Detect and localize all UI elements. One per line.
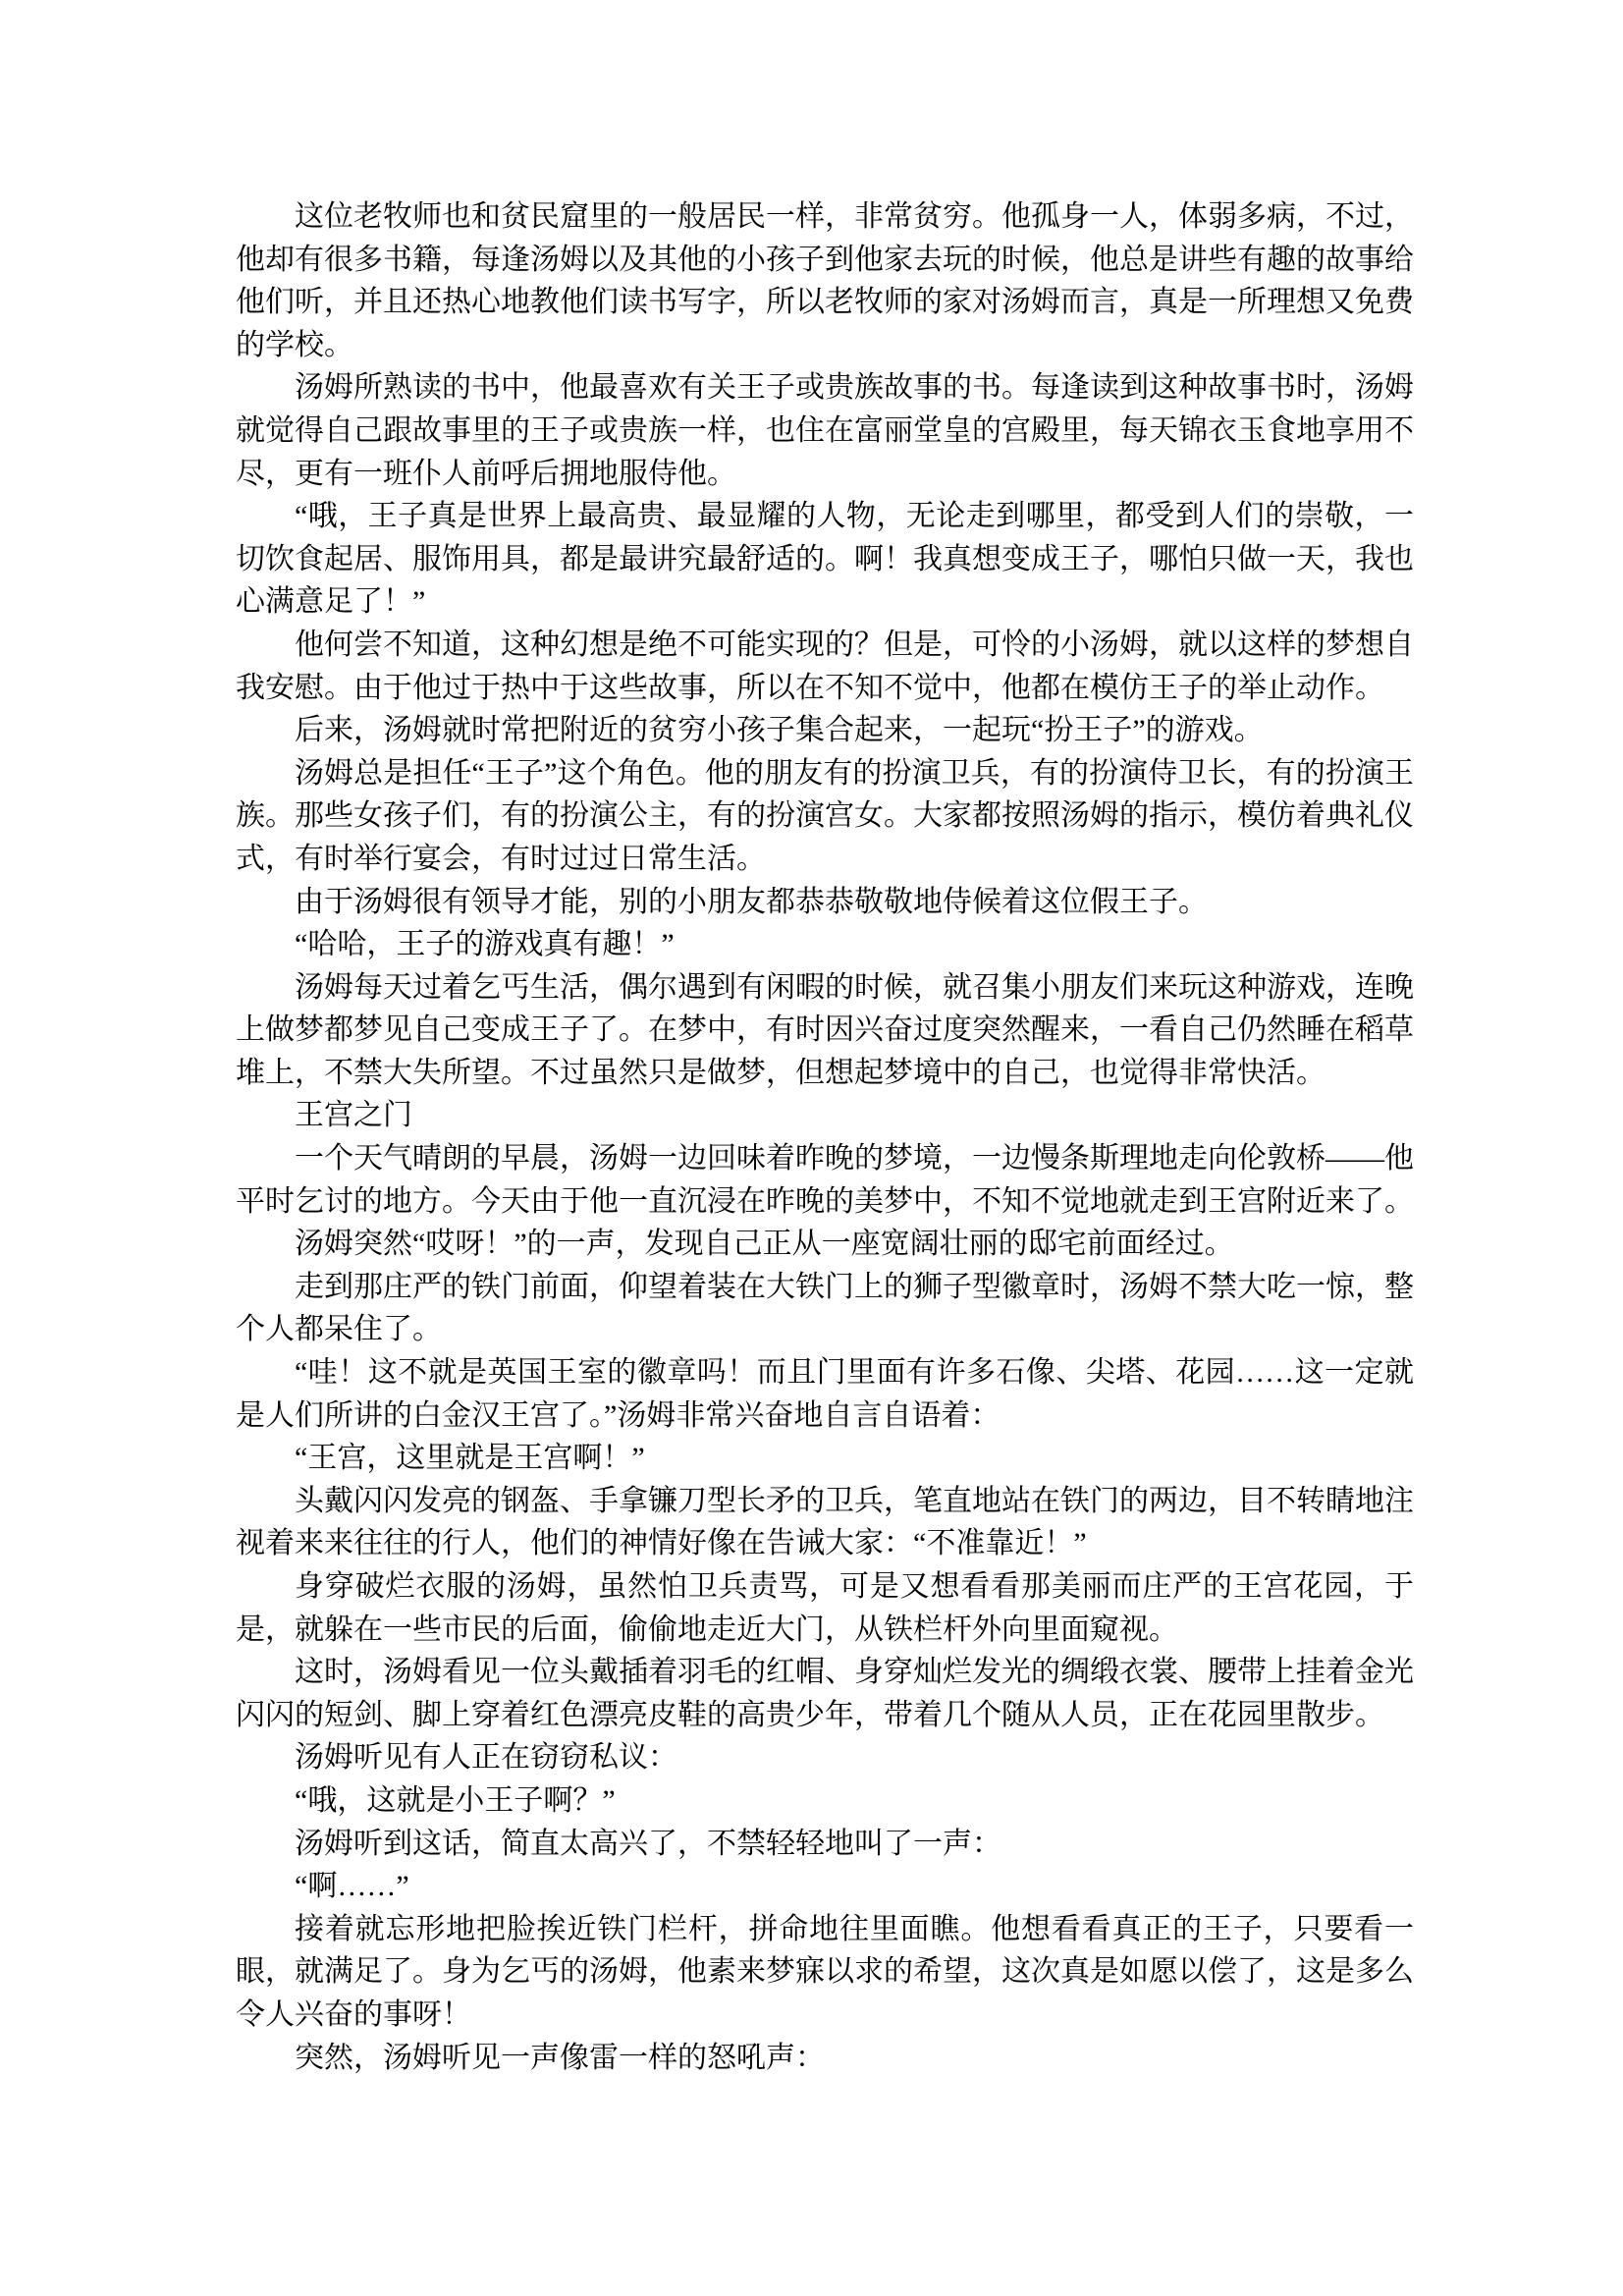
paragraph: “王宫，这里就是王宫啊！” — [295, 1442, 645, 1475]
section-heading: 王宫之门 — [295, 1099, 412, 1132]
paragraph: 汤姆突然“哎呀！”的一声，发现自己正从一座宽阔壮丽的邸宅前面经过。 — [295, 1228, 1234, 1261]
paragraph: 他何尝不知道，这种幻想是绝不可能实现的？但是，可怜的小汤姆，就以这样的梦想自我安慰。由于他过于热中于这些故事，所以在不知不觉中，他都在模仿王子的举止动作。 — [236, 628, 1414, 704]
paragraph: 汤姆每天过着乞丐生活，偶尔遇到有闲暇的时候，就召集小朋友们来玩这种游戏，连晚上做梦都梦见自己变成王子了。在梦中，有时因兴奋过度突然醒来，一看自己仍然睡在稻草堆上，不禁大失所望。不过虽然只是做梦，但想起梦境中的自己，也觉得非常快活。 — [236, 970, 1414, 1089]
paragraph: 汤姆听见有人正在窃窃私议： — [295, 1741, 677, 1775]
paragraph: 身穿破烂衣服的汤姆，虽然怕卫兵责骂，可是又想看看那美丽而庄严的王宫花园，于是，就躲在一些市民的后面，偷偷地走近大门，从铁栏杆外向里面窥视。 — [236, 1570, 1414, 1646]
paragraph: “哇！这不就是英国王室的徽章吗！而且门里面有许多石像、尖塔、花园……这一定就是人们所讲的白金汉王宫了。”汤姆非常兴奋地自言自语着： — [236, 1356, 1414, 1432]
paragraph: “啊……” — [295, 1870, 409, 1903]
paragraph: “哈哈，王子的游戏真有趣！” — [295, 928, 675, 961]
paragraph: 汤姆所熟读的书中，他最喜欢有关王子或贵族故事的书。每逢读到这种故事书时，汤姆就觉得自己跟故事里的王子或贵族一样，也住在富丽堂皇的宫殿里，每天锦衣玉食地享用不尽，更有一班仆人前呼后拥地服侍他。 — [236, 371, 1414, 490]
paragraph: 汤姆听到这话，简直太高兴了，不禁轻轻地叫了一声： — [295, 1827, 1001, 1860]
paragraph: “哦，王子真是世界上最高贵、最显耀的人物，无论走到哪里，都受到人们的崇敬，一切饮食起居、服饰用具，都是最讲究最舒适的。啊！我真想变成王子，哪怕只做一天，我也心满意足了！” — [236, 500, 1414, 619]
paragraph: 后来，汤姆就时常把附近的贫穷小孩子集合起来，一起玩“扮王子”的游戏。 — [295, 714, 1264, 747]
document-text — [236, 195, 1414, 2079]
paragraph: 由于汤姆很有领导才能，别的小朋友都恭恭敬敬地侍候着这位假王子。 — [295, 885, 1208, 918]
paragraph: 走到那庄严的铁门前面，仰望着装在大铁门上的狮子型徽章时，汤姆不禁大吃一惊，整个人都呆住了。 — [236, 1270, 1414, 1346]
paragraph: 突然，汤姆听见一声像雷一样的怒吼声： — [295, 2041, 825, 2074]
paragraph: “哦，这就是小王子啊？” — [295, 1783, 616, 1817]
paragraph: 一个天气晴朗的早晨，汤姆一边回味着昨晚的梦境，一边慢条斯理地走向伦敦桥——他平时乞讨的地方。今天由于他一直沉浸在昨晚的美梦中，不知不觉地就走到王宫附近来了。 — [236, 1142, 1414, 1218]
paragraph: 接着就忘形地把脸挨近铁门栏杆，拼命地往里面瞧。他想看看真正的王子，只要看一眼，就满足了。身为乞丐的汤姆，他素来梦寐以求的希望，这次真是如愿以偿了，这是多么令人兴奋的事呀！ — [236, 1912, 1414, 2031]
paragraph: 这时，汤姆看见一位头戴插着羽毛的红帽、身穿灿烂发光的绸缎衣裳、腰带上挂着金光闪闪的短剑、脚上穿着红色漂亮皮鞋的高贵少年，带着几个随从人员，正在花园里散步。 — [236, 1656, 1414, 1731]
paragraph: 头戴闪闪发亮的钢盔、手拿镰刀型长矛的卫兵，笔直地站在铁门的两边，目不转睛地注视着来来往往的行人，他们的神情好像在告诫大家：“不准靠近！” — [236, 1484, 1414, 1560]
paragraph: 汤姆总是担任“王子”这个角色。他的朋友有的扮演卫兵，有的扮演侍卫长，有的扮演王族。那些女孩子们，有的扮演公主，有的扮演宫女。大家都按照汤姆的指示，模仿着典礼仪式，有时举行宴会，有时过过日常生活。 — [236, 756, 1414, 875]
paragraph: 这位老牧师也和贫民窟里的一般居民一样，非常贫穷。他孤身一人，体弱多病，不过，他却有很多书籍，每逢汤姆以及其他的小孩子到他家去玩的时候，他总是讲些有趣的故事给他们听，并且还热心地教他们读书写字，所以老牧师的家对汤姆而言，真是一所理想又免费的学校。 — [236, 200, 1414, 361]
